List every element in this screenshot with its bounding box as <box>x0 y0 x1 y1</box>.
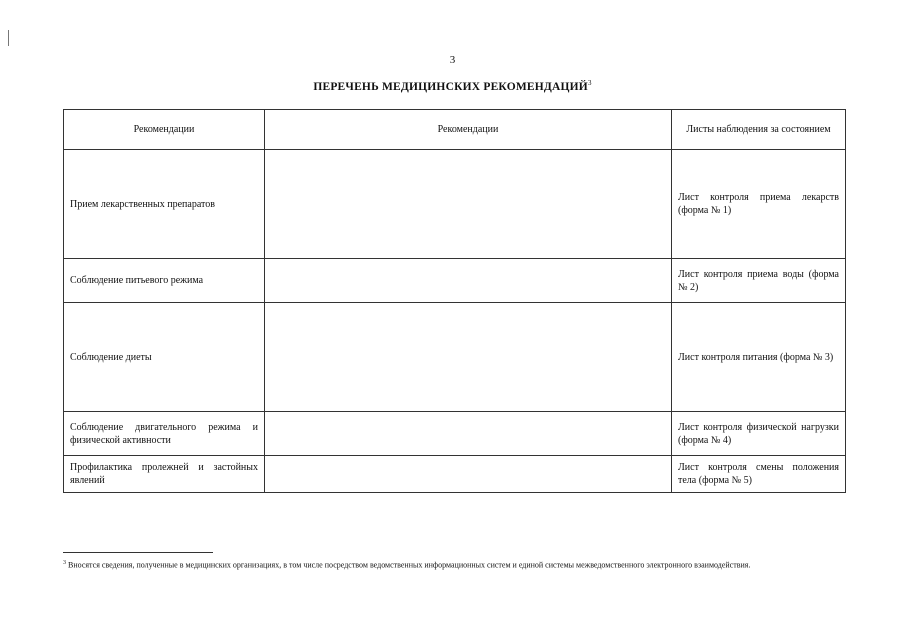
document-title-text: ПЕРЕЧЕНЬ МЕДИЦИНСКИХ РЕКОМЕНДАЦИЙ <box>313 80 588 93</box>
margin-mark <box>8 30 9 46</box>
observation-sheet-cell: Лист контроля физической нагрузки (форма № 4) <box>672 412 846 456</box>
table-row <box>64 412 846 456</box>
details-cell <box>265 456 672 493</box>
table-row <box>64 150 846 259</box>
recommendation-cell: Профилактика пролежней и застойных явлений <box>64 456 265 493</box>
table-row <box>64 259 846 303</box>
table-header-row <box>64 110 846 150</box>
document-title <box>0 79 905 93</box>
table-row <box>64 456 846 493</box>
details-cell <box>265 303 672 412</box>
page-number: 3 <box>449 54 456 66</box>
footnote-text: Вносятся сведения, полученные в медицинских организациях, в том числе посредством ведомственных информационных систем и единой системы межведомственного электронного взаимодействия. <box>68 560 751 570</box>
observation-sheet-cell: Лист контроля приема воды (форма № 2) <box>672 259 846 303</box>
table-row <box>64 303 846 412</box>
details-cell <box>265 150 672 259</box>
footnote <box>63 558 848 571</box>
observation-sheet-cell: Лист контроля приема лекарств (форма № 1) <box>672 150 846 259</box>
recommendation-cell: Соблюдение двигательного режима и физической активности <box>64 412 265 456</box>
observation-sheet-cell: Лист контроля смены положения тела (форма № 5) <box>672 456 846 493</box>
observation-sheet-cell: Лист контроля питания (форма № 3) <box>672 303 846 412</box>
recommendation-cell: Прием лекарственных препаратов <box>64 150 265 259</box>
footnote-divider <box>63 552 213 553</box>
footnote-marker: 3 <box>63 560 66 566</box>
recommendations-table <box>63 109 846 493</box>
title-footnote-ref: 3 <box>587 79 592 87</box>
recommendation-cell: Соблюдение питьевого режима <box>64 259 265 303</box>
header-recommendation-details: Рекомендации <box>265 110 672 150</box>
details-cell <box>265 412 672 456</box>
details-cell <box>265 259 672 303</box>
recommendation-cell: Соблюдение диеты <box>64 303 265 412</box>
header-recommendation: Рекомендации <box>64 110 265 150</box>
header-observation-sheets: Листы наблюдения за состоянием <box>672 110 846 150</box>
